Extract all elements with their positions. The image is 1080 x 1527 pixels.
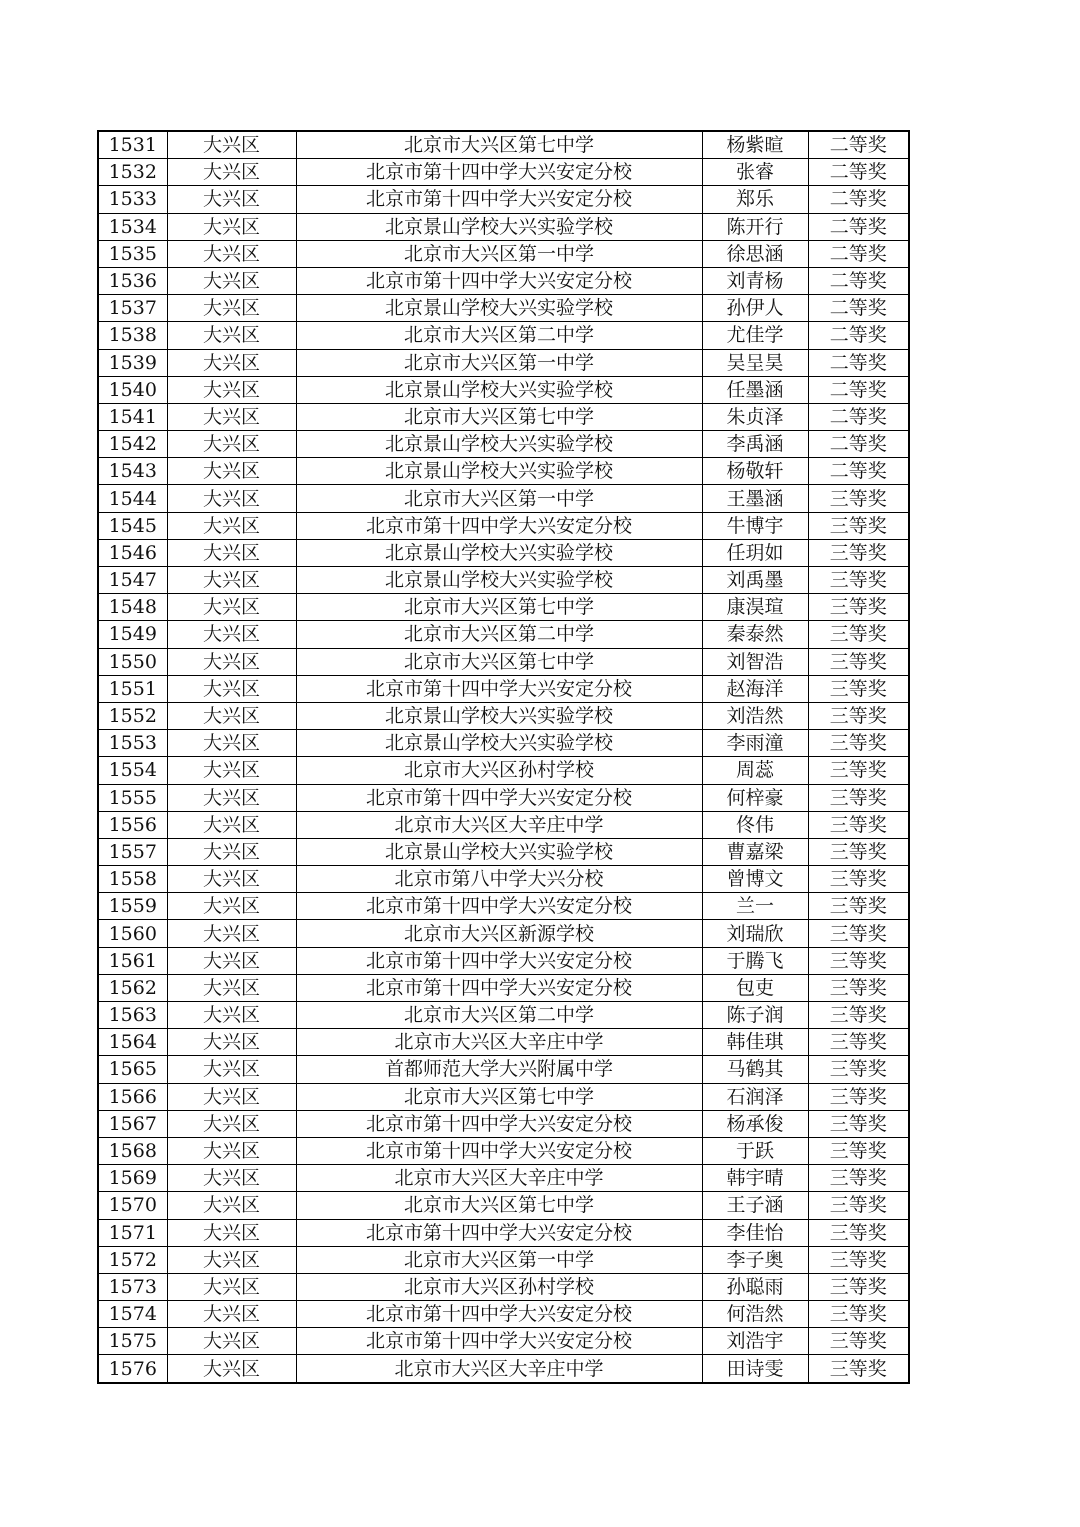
table-row	[98, 539, 909, 566]
school-cell: 北京市大兴区第二中学	[296, 1002, 702, 1029]
award-level-cell: 二等奖	[808, 403, 909, 430]
award-level-cell: 三等奖	[808, 866, 909, 893]
district-cell: 大兴区	[167, 1273, 296, 1300]
row-number-cell: 1549	[98, 621, 167, 648]
school-cell: 北京市第十四中学大兴安定分校	[296, 947, 702, 974]
district-cell: 大兴区	[167, 1029, 296, 1056]
award-level-cell: 三等奖	[808, 920, 909, 947]
student-name-cell: 孙聪雨	[702, 1273, 808, 1300]
student-name-cell: 秦泰然	[702, 621, 808, 648]
student-name-cell: 刘浩然	[702, 702, 808, 729]
school-cell: 北京景山学校大兴实验学校	[296, 730, 702, 757]
table-row	[98, 1029, 909, 1056]
student-name-cell: 周蕊	[702, 757, 808, 784]
table-row	[98, 866, 909, 893]
table-row	[98, 947, 909, 974]
student-name-cell: 刘智浩	[702, 648, 808, 675]
district-cell: 大兴区	[167, 1137, 296, 1164]
row-number-cell: 1532	[98, 159, 167, 186]
district-cell: 大兴区	[167, 1083, 296, 1110]
district-cell: 大兴区	[167, 702, 296, 729]
row-number-cell: 1561	[98, 947, 167, 974]
student-name-cell: 刘禹墨	[702, 567, 808, 594]
award-level-cell: 三等奖	[808, 1246, 909, 1273]
school-cell: 北京市第十四中学大兴安定分校	[296, 974, 702, 1001]
school-cell: 北京市大兴区大辛庄中学	[296, 811, 702, 838]
student-name-cell: 田诗雯	[702, 1355, 808, 1383]
award-level-cell: 二等奖	[808, 322, 909, 349]
district-cell: 大兴区	[167, 512, 296, 539]
district-cell: 大兴区	[167, 567, 296, 594]
school-cell: 北京市第十四中学大兴安定分校	[296, 159, 702, 186]
award-level-cell: 三等奖	[808, 512, 909, 539]
school-cell: 北京景山学校大兴实验学校	[296, 702, 702, 729]
award-level-cell: 三等奖	[808, 730, 909, 757]
district-cell: 大兴区	[167, 1301, 296, 1328]
table-row	[98, 1301, 909, 1328]
school-cell: 北京市大兴区大辛庄中学	[296, 1165, 702, 1192]
award-level-cell: 三等奖	[808, 675, 909, 702]
district-cell: 大兴区	[167, 621, 296, 648]
student-name-cell: 吴呈昊	[702, 349, 808, 376]
district-cell: 大兴区	[167, 920, 296, 947]
school-cell: 北京景山学校大兴实验学校	[296, 431, 702, 458]
award-level-cell: 三等奖	[808, 1301, 909, 1328]
school-cell: 北京市大兴区第七中学	[296, 594, 702, 621]
student-name-cell: 杨承俊	[702, 1110, 808, 1137]
table-row	[98, 757, 909, 784]
table-row	[98, 675, 909, 702]
table-row	[98, 485, 909, 512]
student-name-cell: 李雨潼	[702, 730, 808, 757]
student-name-cell: 李子奥	[702, 1246, 808, 1273]
row-number-cell: 1536	[98, 267, 167, 294]
district-cell: 大兴区	[167, 757, 296, 784]
row-number-cell: 1535	[98, 240, 167, 267]
district-cell: 大兴区	[167, 1110, 296, 1137]
table-row	[98, 458, 909, 485]
district-cell: 大兴区	[167, 1328, 296, 1355]
district-cell: 大兴区	[167, 322, 296, 349]
district-cell: 大兴区	[167, 1219, 296, 1246]
district-cell: 大兴区	[167, 1355, 296, 1383]
award-level-cell: 二等奖	[808, 213, 909, 240]
student-name-cell: 朱贞泽	[702, 403, 808, 430]
school-cell: 北京市大兴区孙村学校	[296, 757, 702, 784]
student-name-cell: 于腾飞	[702, 947, 808, 974]
row-number-cell: 1557	[98, 838, 167, 865]
row-number-cell: 1540	[98, 376, 167, 403]
district-cell: 大兴区	[167, 186, 296, 213]
award-level-cell: 三等奖	[808, 1029, 909, 1056]
student-name-cell: 兰一	[702, 893, 808, 920]
row-number-cell: 1539	[98, 349, 167, 376]
district-cell: 大兴区	[167, 866, 296, 893]
table-row	[98, 213, 909, 240]
award-level-cell: 二等奖	[808, 295, 909, 322]
district-cell: 大兴区	[167, 893, 296, 920]
school-cell: 北京市大兴区新源学校	[296, 920, 702, 947]
row-number-cell: 1544	[98, 485, 167, 512]
table-row	[98, 131, 909, 159]
table-row	[98, 376, 909, 403]
student-name-cell: 张睿	[702, 159, 808, 186]
row-number-cell: 1567	[98, 1110, 167, 1137]
student-name-cell: 何梓豪	[702, 784, 808, 811]
row-number-cell: 1547	[98, 567, 167, 594]
school-cell: 北京市第八中学大兴分校	[296, 866, 702, 893]
award-level-cell: 三等奖	[808, 621, 909, 648]
table-row	[98, 240, 909, 267]
table-row	[98, 702, 909, 729]
table-row	[98, 1002, 909, 1029]
school-cell: 北京市大兴区第一中学	[296, 349, 702, 376]
school-cell: 北京市第十四中学大兴安定分校	[296, 893, 702, 920]
table-row	[98, 1328, 909, 1355]
table-row	[98, 295, 909, 322]
student-name-cell: 佟伟	[702, 811, 808, 838]
district-cell: 大兴区	[167, 240, 296, 267]
district-cell: 大兴区	[167, 1246, 296, 1273]
award-list-table	[97, 130, 910, 1384]
school-cell: 北京市大兴区孙村学校	[296, 1273, 702, 1300]
row-number-cell: 1555	[98, 784, 167, 811]
table-row	[98, 1110, 909, 1137]
table-row	[98, 893, 909, 920]
school-cell: 北京市大兴区第七中学	[296, 1192, 702, 1219]
school-cell: 北京市第十四中学大兴安定分校	[296, 1110, 702, 1137]
row-number-cell: 1550	[98, 648, 167, 675]
award-level-cell: 三等奖	[808, 702, 909, 729]
row-number-cell: 1542	[98, 431, 167, 458]
award-level-cell: 三等奖	[808, 974, 909, 1001]
award-level-cell: 三等奖	[808, 893, 909, 920]
school-cell: 北京市第十四中学大兴安定分校	[296, 784, 702, 811]
student-name-cell: 杨紫暄	[702, 131, 808, 159]
award-list-body	[98, 131, 909, 1383]
award-level-cell: 三等奖	[808, 838, 909, 865]
school-cell: 北京景山学校大兴实验学校	[296, 539, 702, 566]
award-level-cell: 二等奖	[808, 267, 909, 294]
award-level-cell: 三等奖	[808, 1056, 909, 1083]
table-row	[98, 920, 909, 947]
award-level-cell: 三等奖	[808, 1192, 909, 1219]
award-level-cell: 二等奖	[808, 431, 909, 458]
table-row	[98, 512, 909, 539]
row-number-cell: 1562	[98, 974, 167, 1001]
row-number-cell: 1574	[98, 1301, 167, 1328]
table-row	[98, 349, 909, 376]
student-name-cell: 徐思涵	[702, 240, 808, 267]
award-level-cell: 二等奖	[808, 131, 909, 159]
row-number-cell: 1572	[98, 1246, 167, 1273]
district-cell: 大兴区	[167, 648, 296, 675]
student-name-cell: 刘青杨	[702, 267, 808, 294]
district-cell: 大兴区	[167, 349, 296, 376]
student-name-cell: 李佳怡	[702, 1219, 808, 1246]
student-name-cell: 包吏	[702, 974, 808, 1001]
row-number-cell: 1548	[98, 594, 167, 621]
row-number-cell: 1569	[98, 1165, 167, 1192]
row-number-cell: 1559	[98, 893, 167, 920]
table-row	[98, 974, 909, 1001]
district-cell: 大兴区	[167, 267, 296, 294]
school-cell: 北京景山学校大兴实验学校	[296, 838, 702, 865]
row-number-cell: 1534	[98, 213, 167, 240]
district-cell: 大兴区	[167, 675, 296, 702]
district-cell: 大兴区	[167, 974, 296, 1001]
school-cell: 北京市大兴区第七中学	[296, 648, 702, 675]
school-cell: 北京市第十四中学大兴安定分校	[296, 1137, 702, 1164]
student-name-cell: 任玥如	[702, 539, 808, 566]
row-number-cell: 1575	[98, 1328, 167, 1355]
school-cell: 北京景山学校大兴实验学校	[296, 213, 702, 240]
district-cell: 大兴区	[167, 539, 296, 566]
row-number-cell: 1554	[98, 757, 167, 784]
school-cell: 北京市第十四中学大兴安定分校	[296, 1328, 702, 1355]
student-name-cell: 刘瑞欣	[702, 920, 808, 947]
student-name-cell: 韩佳琪	[702, 1029, 808, 1056]
row-number-cell: 1558	[98, 866, 167, 893]
table-row	[98, 594, 909, 621]
row-number-cell: 1568	[98, 1137, 167, 1164]
school-cell: 北京市大兴区第七中学	[296, 1083, 702, 1110]
student-name-cell: 石润泽	[702, 1083, 808, 1110]
student-name-cell: 陈子润	[702, 1002, 808, 1029]
district-cell: 大兴区	[167, 838, 296, 865]
district-cell: 大兴区	[167, 485, 296, 512]
award-level-cell: 三等奖	[808, 485, 909, 512]
school-cell: 北京市大兴区第一中学	[296, 1246, 702, 1273]
district-cell: 大兴区	[167, 403, 296, 430]
student-name-cell: 曾博文	[702, 866, 808, 893]
student-name-cell: 郑乐	[702, 186, 808, 213]
student-name-cell: 尤佳学	[702, 322, 808, 349]
table-row	[98, 567, 909, 594]
school-cell: 北京市第十四中学大兴安定分校	[296, 186, 702, 213]
student-name-cell: 曹嘉梁	[702, 838, 808, 865]
school-cell: 北京景山学校大兴实验学校	[296, 376, 702, 403]
award-level-cell: 三等奖	[808, 539, 909, 566]
table-row	[98, 811, 909, 838]
district-cell: 大兴区	[167, 811, 296, 838]
row-number-cell: 1563	[98, 1002, 167, 1029]
award-level-cell: 二等奖	[808, 458, 909, 485]
table-row	[98, 1137, 909, 1164]
student-name-cell: 马鹤其	[702, 1056, 808, 1083]
school-cell: 北京景山学校大兴实验学校	[296, 567, 702, 594]
table-row	[98, 1246, 909, 1273]
award-level-cell: 二等奖	[808, 159, 909, 186]
district-cell: 大兴区	[167, 1165, 296, 1192]
district-cell: 大兴区	[167, 458, 296, 485]
award-level-cell: 三等奖	[808, 1110, 909, 1137]
school-cell: 北京市大兴区大辛庄中学	[296, 1029, 702, 1056]
row-number-cell: 1546	[98, 539, 167, 566]
row-number-cell: 1560	[98, 920, 167, 947]
row-number-cell: 1573	[98, 1273, 167, 1300]
district-cell: 大兴区	[167, 594, 296, 621]
award-level-cell: 三等奖	[808, 811, 909, 838]
table-row	[98, 403, 909, 430]
district-cell: 大兴区	[167, 431, 296, 458]
district-cell: 大兴区	[167, 947, 296, 974]
school-cell: 北京市大兴区第一中学	[296, 240, 702, 267]
row-number-cell: 1552	[98, 702, 167, 729]
student-name-cell: 康淏瑄	[702, 594, 808, 621]
student-name-cell: 王子涵	[702, 1192, 808, 1219]
award-level-cell: 二等奖	[808, 186, 909, 213]
student-name-cell: 何浩然	[702, 1301, 808, 1328]
school-cell: 首都师范大学大兴附属中学	[296, 1056, 702, 1083]
school-cell: 北京市第十四中学大兴安定分校	[296, 267, 702, 294]
award-level-cell: 三等奖	[808, 1328, 909, 1355]
district-cell: 大兴区	[167, 376, 296, 403]
student-name-cell: 陈开行	[702, 213, 808, 240]
award-level-cell: 二等奖	[808, 349, 909, 376]
table-row	[98, 159, 909, 186]
school-cell: 北京市大兴区第二中学	[296, 621, 702, 648]
school-cell: 北京景山学校大兴实验学校	[296, 295, 702, 322]
student-name-cell: 李禹涵	[702, 431, 808, 458]
student-name-cell: 杨敬轩	[702, 458, 808, 485]
table-row	[98, 1083, 909, 1110]
district-cell: 大兴区	[167, 1056, 296, 1083]
table-row	[98, 648, 909, 675]
district-cell: 大兴区	[167, 213, 296, 240]
school-cell: 北京市大兴区第七中学	[296, 131, 702, 159]
table-row	[98, 1273, 909, 1300]
school-cell: 北京市大兴区大辛庄中学	[296, 1355, 702, 1383]
award-level-cell: 二等奖	[808, 240, 909, 267]
row-number-cell: 1538	[98, 322, 167, 349]
award-level-cell: 三等奖	[808, 757, 909, 784]
row-number-cell: 1571	[98, 1219, 167, 1246]
table-row	[98, 267, 909, 294]
school-cell: 北京景山学校大兴实验学校	[296, 458, 702, 485]
district-cell: 大兴区	[167, 295, 296, 322]
school-cell: 北京市第十四中学大兴安定分校	[296, 1301, 702, 1328]
row-number-cell: 1543	[98, 458, 167, 485]
school-cell: 北京市第十四中学大兴安定分校	[296, 675, 702, 702]
row-number-cell: 1566	[98, 1083, 167, 1110]
student-name-cell: 牛博宇	[702, 512, 808, 539]
award-level-cell: 三等奖	[808, 567, 909, 594]
row-number-cell: 1553	[98, 730, 167, 757]
row-number-cell: 1570	[98, 1192, 167, 1219]
table-row	[98, 322, 909, 349]
award-level-cell: 三等奖	[808, 1165, 909, 1192]
table-row	[98, 730, 909, 757]
district-cell: 大兴区	[167, 730, 296, 757]
row-number-cell: 1551	[98, 675, 167, 702]
table-row	[98, 431, 909, 458]
award-level-cell: 三等奖	[808, 1273, 909, 1300]
table-row	[98, 1355, 909, 1383]
row-number-cell: 1545	[98, 512, 167, 539]
award-level-cell: 三等奖	[808, 1355, 909, 1383]
award-level-cell: 三等奖	[808, 648, 909, 675]
student-name-cell: 任墨涵	[702, 376, 808, 403]
school-cell: 北京市第十四中学大兴安定分校	[296, 1219, 702, 1246]
district-cell: 大兴区	[167, 1192, 296, 1219]
district-cell: 大兴区	[167, 784, 296, 811]
award-level-cell: 三等奖	[808, 1002, 909, 1029]
district-cell: 大兴区	[167, 131, 296, 159]
student-name-cell: 孙伊人	[702, 295, 808, 322]
student-name-cell: 韩宇晴	[702, 1165, 808, 1192]
award-level-cell: 二等奖	[808, 376, 909, 403]
school-cell: 北京市大兴区第二中学	[296, 322, 702, 349]
table-row	[98, 838, 909, 865]
row-number-cell: 1576	[98, 1355, 167, 1383]
row-number-cell: 1564	[98, 1029, 167, 1056]
row-number-cell: 1537	[98, 295, 167, 322]
school-cell: 北京市大兴区第一中学	[296, 485, 702, 512]
row-number-cell: 1541	[98, 403, 167, 430]
award-level-cell: 三等奖	[808, 784, 909, 811]
award-level-cell: 三等奖	[808, 594, 909, 621]
row-number-cell: 1556	[98, 811, 167, 838]
table-row	[98, 1219, 909, 1246]
row-number-cell: 1531	[98, 131, 167, 159]
award-level-cell: 三等奖	[808, 947, 909, 974]
student-name-cell: 刘浩宇	[702, 1328, 808, 1355]
table-row	[98, 621, 909, 648]
school-cell: 北京市第十四中学大兴安定分校	[296, 512, 702, 539]
table-row	[98, 1056, 909, 1083]
table-row	[98, 784, 909, 811]
table-row	[98, 1192, 909, 1219]
award-level-cell: 三等奖	[808, 1219, 909, 1246]
district-cell: 大兴区	[167, 1002, 296, 1029]
award-level-cell: 三等奖	[808, 1137, 909, 1164]
table-row	[98, 1165, 909, 1192]
table-row	[98, 186, 909, 213]
district-cell: 大兴区	[167, 159, 296, 186]
award-level-cell: 三等奖	[808, 1083, 909, 1110]
row-number-cell: 1533	[98, 186, 167, 213]
row-number-cell: 1565	[98, 1056, 167, 1083]
student-name-cell: 王墨涵	[702, 485, 808, 512]
school-cell: 北京市大兴区第七中学	[296, 403, 702, 430]
student-name-cell: 于跃	[702, 1137, 808, 1164]
student-name-cell: 赵海洋	[702, 675, 808, 702]
